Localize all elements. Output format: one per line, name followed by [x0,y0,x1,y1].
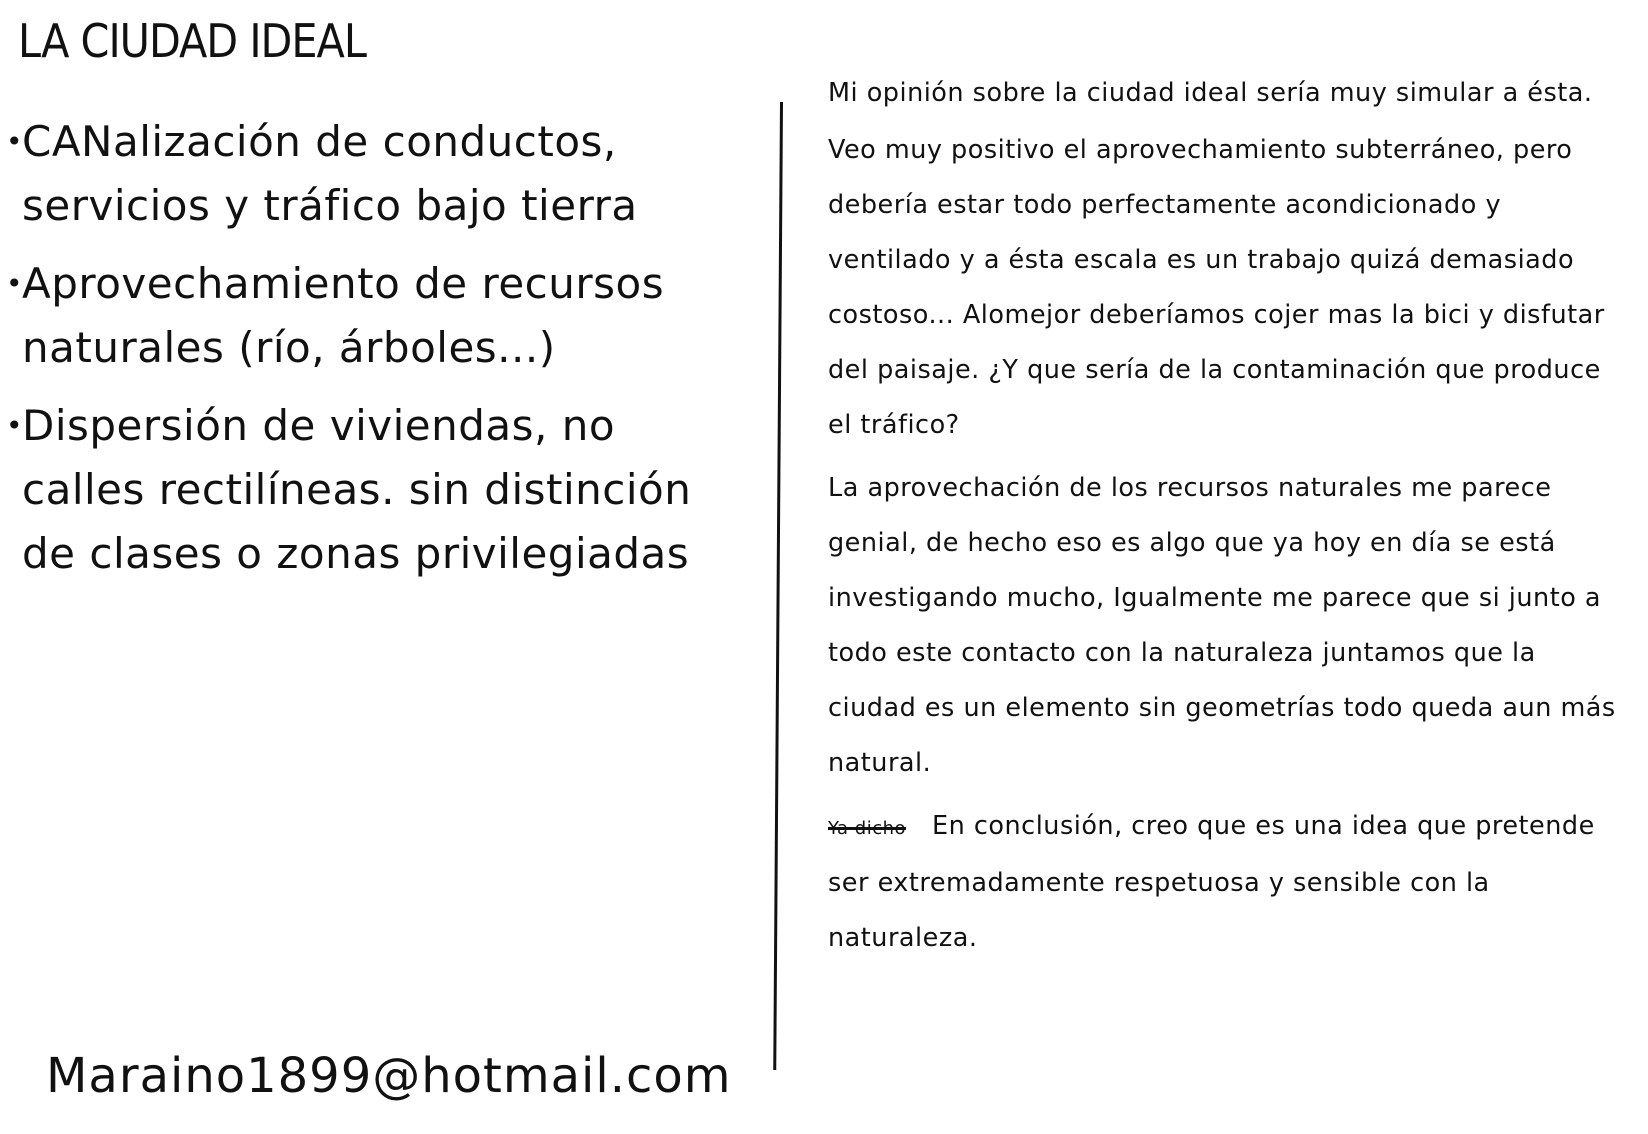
vertical-divider [773,102,783,1070]
list-item: • Aprovechamiento de recursos naturales (río, árboles...) [10,252,750,380]
list-item: • Dispersión de viviendas, no calles rectilíneas. sin distinción de clases o zonas privilegiadas [10,394,750,586]
struck-out-text: Ya dicho [828,818,907,839]
author-email: Maraino1899@hotmail.com [46,1048,732,1104]
idea-list [10,110,750,600]
essay-paragraph-2: Veo muy positivo el aprovechamiento subterráneo, pero debería estar todo perfectamente acondicionado y ventilado y a ésta escala es un trabajo quizá demasiado costoso... Alomejor deberíamos cojer mas la bici y disfutar del paisaje. ¿Y que sería de la contaminación que produce el tráfico? [828,135,1605,440]
list-item: • CANalización de conductos, servicios y tráfico bajo tierra [10,110,750,238]
essay-paragraph-1: Mi opinión sobre la ciudad ideal sería muy simular a ésta. [828,78,1593,108]
essay-paragraph-3: La aprovechación de los recursos naturales me parece genial, de hecho eso es algo que ya hoy en día se está investigando mucho, Igualmente me parece que si junto a todo este contacto con la naturaleza juntamos que la ciudad es un elemento sin geometrías todo queda aun más natural. [828,473,1616,778]
essay-paragraph-4 [828,799,1628,966]
conclusion-text: En conclusión, creo que es una idea que pretende ser extremadamente respetuosa y sensible con la naturaleza. [828,811,1595,953]
opinion-essay [828,66,1628,974]
page-title: LA CIUDAD IDEAL [18,14,366,68]
